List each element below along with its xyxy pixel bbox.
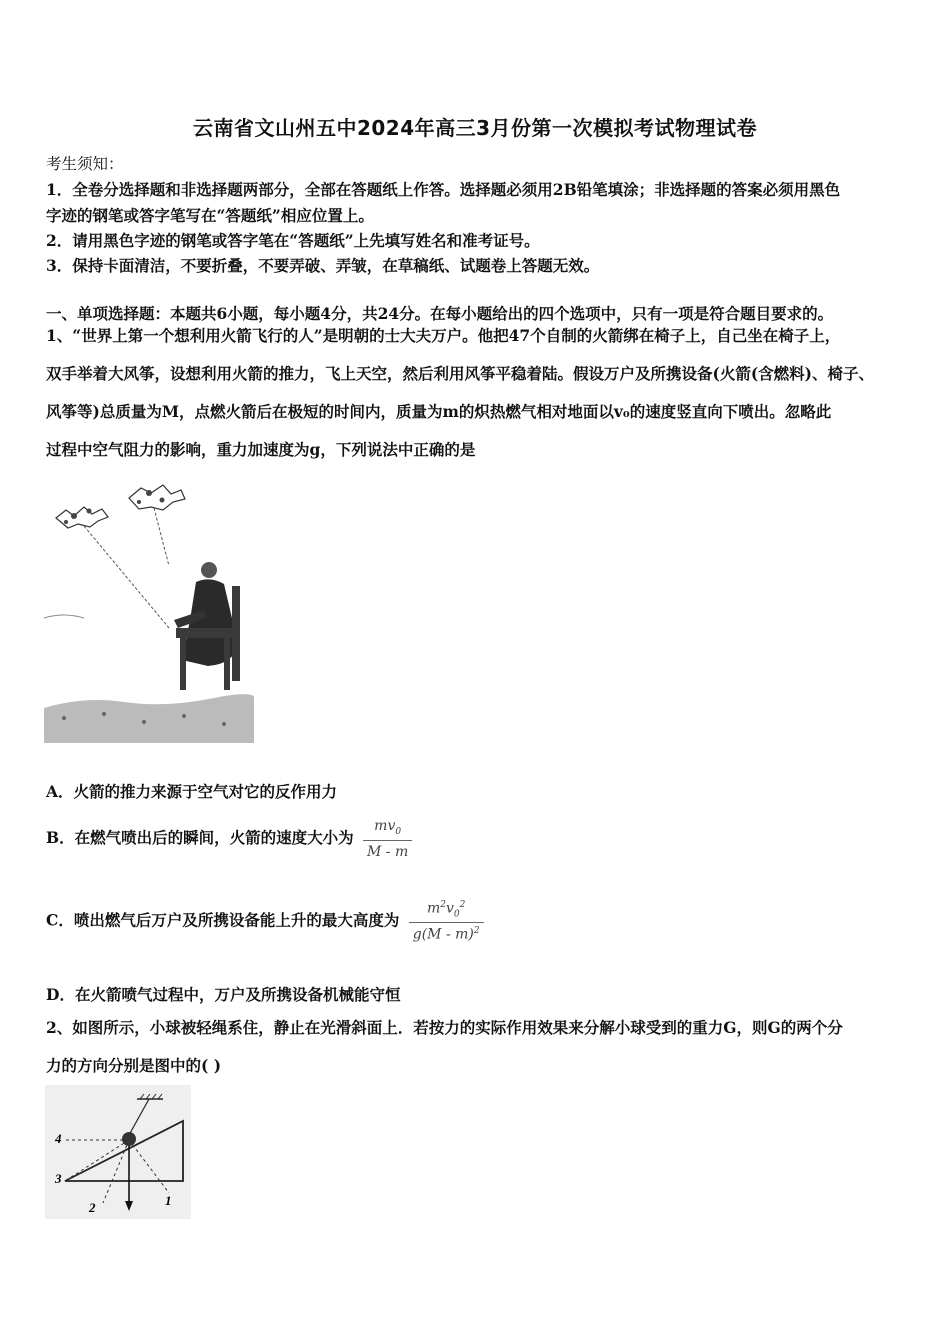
q1-option-b bbox=[46, 818, 412, 860]
notice-item-3: 3．保持卡面清洁，不要折叠，不要弄破、弄皱，在草稿纸、试题卷上答题无效。 bbox=[46, 256, 600, 275]
q1-option-b-text: B．在燃气喷出后的瞬间，火箭的速度大小为 bbox=[46, 827, 354, 847]
question-2-stem bbox=[46, 1009, 908, 1085]
q1-option-d: D．在火箭喷气过程中，万户及所携设备机械能守恒 bbox=[46, 985, 401, 1004]
notice-item-1: 1．全卷分选择题和非选择题两部分，全部在答题纸上作答。选择题必须用2B铅笔填涂；非选择题的答案必须用黑色 bbox=[46, 180, 841, 199]
q1-option-c-formula: $\frac{m^2v_0^2}{g(M - m)^2}$ bbox=[409, 900, 484, 943]
question-1-line: 双手举着大风筝，设想利用火箭的推力，飞上天空，然后利用风筝平稳着陆。假设万户及所携设备(火箭(含燃料)、椅子、 bbox=[46, 364, 875, 383]
question-2-line: 力的方向分别是图中的( ) bbox=[46, 1056, 222, 1075]
section-heading: 一、单项选择题：本题共6小题，每小题4分，共24分。在每小题给出的四个选项中，只有一项是符合题目要求的。 bbox=[46, 304, 834, 323]
q1-option-b-formula: $\frac{mv_0}{M - m}$ bbox=[363, 818, 412, 860]
question-2-line: 2、如图所示，小球被轻绳系住，静止在光滑斜面上．若按力的实际作用效果来分解小球受到的重力G，则G的两个分 bbox=[46, 1018, 843, 1037]
incline-ball-diagram bbox=[45, 1085, 191, 1219]
q1-option-a: A．火箭的推力来源于空气对它的反作用力 bbox=[46, 782, 338, 801]
q1-option-c-text: C．喷出燃气后万户及所携设备能上升的最大高度为 bbox=[46, 910, 400, 930]
question-1-line: 过程中空气阻力的影响，重力加速度为g，下列说法中正确的是 bbox=[46, 440, 476, 459]
formula-denominator: M - m bbox=[367, 843, 409, 860]
direction-label-1: 1 bbox=[165, 1193, 172, 1208]
notice-item-2: 2．请用黑色字迹的钢笔或答字笔在“答题纸”上先填写姓名和准考证号。 bbox=[46, 231, 540, 250]
q1-option-c bbox=[46, 900, 484, 943]
direction-label-3: 3 bbox=[55, 1171, 62, 1186]
formula-numerator: mv bbox=[374, 818, 396, 834]
question-1-line: 1、“世界上第一个想利用火箭飞行的人”是明朝的士大夫万户。他把47个自制的火箭绑在椅子上，自己坐在椅子上， bbox=[46, 326, 841, 345]
wanhu-rocket-chair-illustration bbox=[44, 478, 254, 743]
direction-label-2: 2 bbox=[89, 1200, 96, 1215]
question-1-line: 风筝等)总质量为M，点燃火箭后在极短的时间内，质量为m的炽热燃气相对地面以v₀的速度竖直向下喷出。忽略此 bbox=[46, 402, 832, 421]
direction-label-4: 4 bbox=[55, 1131, 62, 1146]
question-1-stem bbox=[46, 317, 908, 469]
notice-item-1-cont: 字迹的钢笔或答字笔写在“答题纸”相应位置上。 bbox=[46, 206, 374, 225]
notice-heading: 考生须知： bbox=[46, 155, 124, 173]
page-title: 云南省文山州五中2024年高三3月份第一次模拟考试物理试卷 bbox=[192, 116, 758, 140]
formula-denominator: g(M - m) bbox=[412, 927, 474, 944]
